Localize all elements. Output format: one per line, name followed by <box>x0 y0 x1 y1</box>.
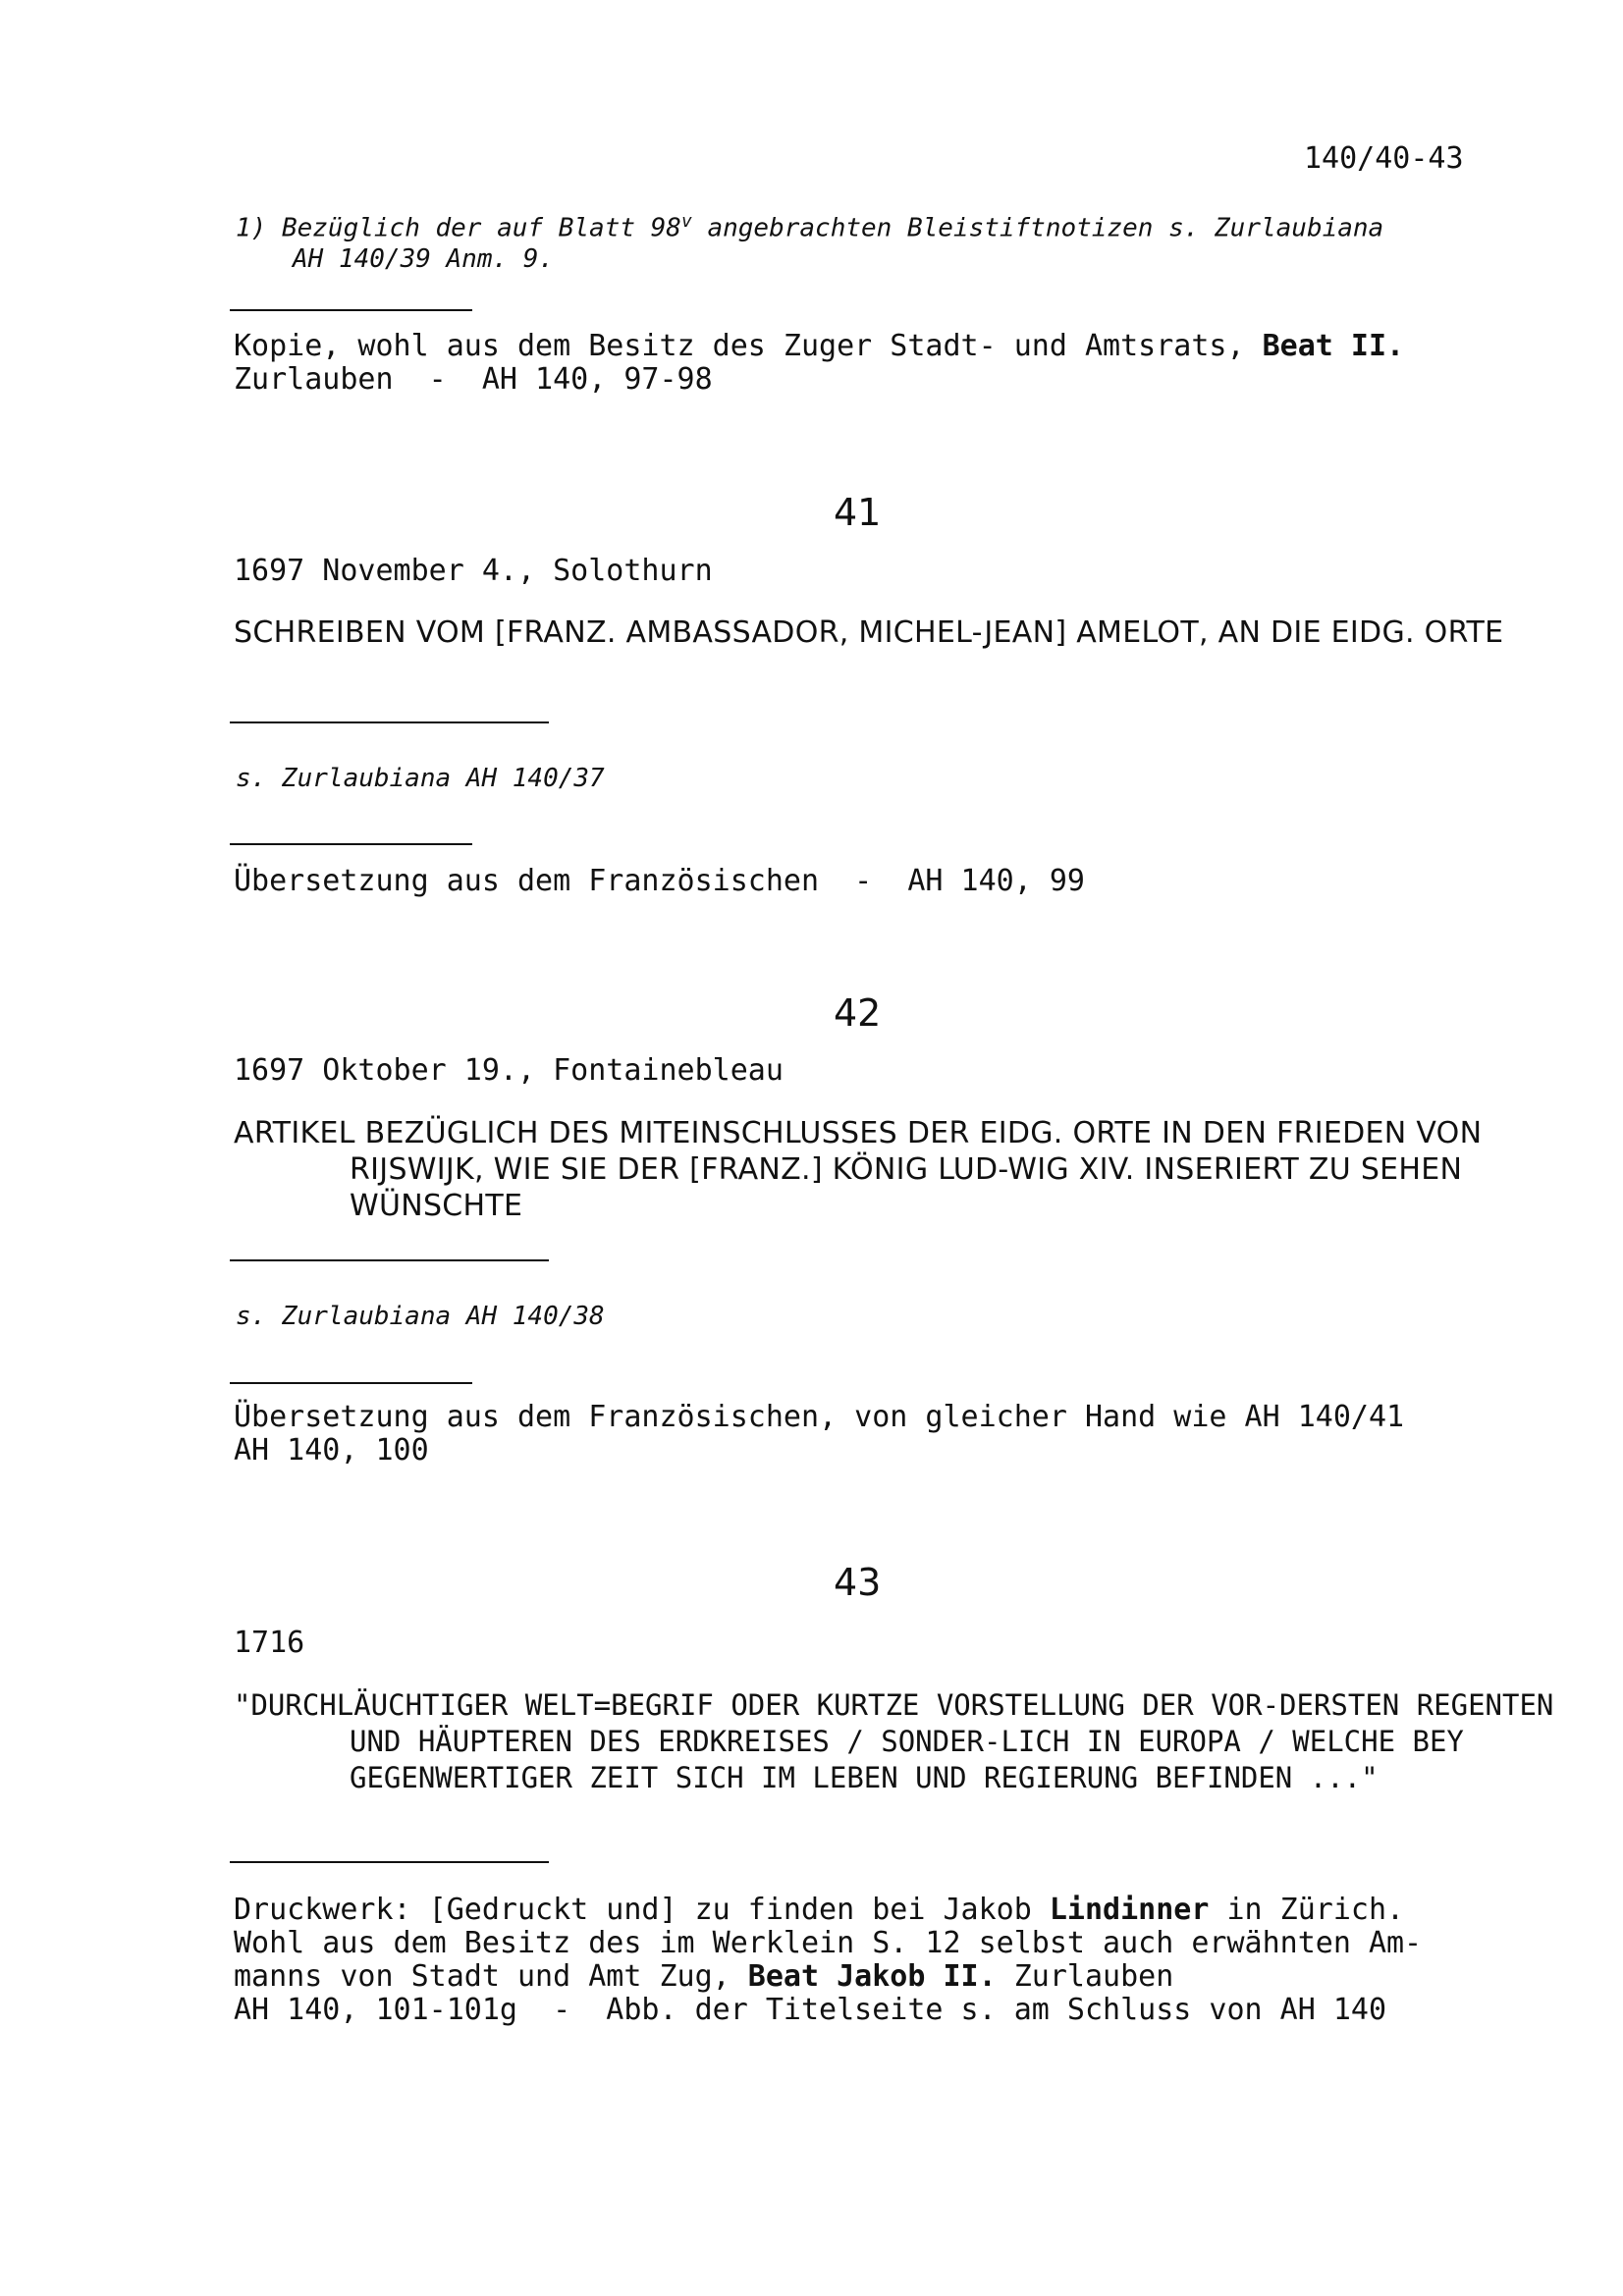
entry40-note-bold: Beat II. <box>1262 329 1405 363</box>
entry42-title: ARTIKEL BEZÜGLICH DES MITEINSCHLUSSES DER EIDG. ORTE IN DEN FRIEDEN VON RIJSWIJK, WIE SIE DER [FRANZ.] KÖNIG LUD-WIG XIV. INSERIERT ZU SEHEN WÜNSCHTE <box>234 1116 1483 1223</box>
entry43-note-line2: Wohl aus dem Besitz des im Werklein S. 12 selbst auch erwähnten Am- <box>234 1926 1423 1960</box>
entry43-date: 1716 <box>234 1626 305 1660</box>
entry43-number: 43 <box>834 1561 882 1604</box>
entry42-date: 1697 Oktober 19., Fontainebleau <box>234 1053 784 1088</box>
entry42-note-line2: AH 140, 100 <box>234 1433 429 1468</box>
entry43-note-text: manns von Stadt und Amt Zug, <box>234 1959 748 1994</box>
entry42-note-line1: Übersetzung aus dem Französischen, von gleicher Hand wie AH 140/41 <box>234 1400 1405 1434</box>
entry43-note-line1 <box>234 1894 1404 1927</box>
separator-rule <box>230 1382 472 1384</box>
separator-rule <box>230 1861 549 1863</box>
footnote-superscript: v <box>680 211 692 232</box>
footnote-text-line1b: angebrachten Bleistiftnotizen s. Zurlaubiana <box>691 213 1384 243</box>
entry43-note-bold: Lindinner <box>1049 1893 1210 1927</box>
entry40-note-line1 <box>234 330 1404 363</box>
entry43-note-line4: AH 140, 101-101g - Abb. der Titelseite s. am Schluss von AH 140 <box>234 1993 1386 2027</box>
entry41-reference: s. Zurlaubiana AH 140/37 <box>236 764 605 793</box>
footnote-text-line2: AH 140/39 Anm. 9. <box>293 244 555 274</box>
entry43-note-text: in Zürich. <box>1209 1893 1405 1927</box>
entry43-note-line3 <box>234 1960 1173 1994</box>
entry40-note-text: Kopie, wohl aus dem Besitz des Zuger Stadt- und Amtsrats, <box>234 329 1263 363</box>
entry40-note-line2: Zurlauben - AH 140, 97-98 <box>234 362 713 397</box>
entry43-note-text: Zurlauben <box>996 1959 1174 1994</box>
entry42-number: 42 <box>834 991 882 1035</box>
footnote <box>236 211 1383 243</box>
separator-rule <box>230 1259 549 1261</box>
separator-rule <box>230 721 549 723</box>
entry41-note: Übersetzung aus dem Französischen - AH 140, 99 <box>234 864 1085 898</box>
entry43-note-text: Druckwerk: [Gedruckt und] zu finden bei Jakob <box>234 1893 1050 1927</box>
entry41-date: 1697 November 4., Solothurn <box>234 554 713 588</box>
entry41-title: SCHREIBEN VOM [FRANZ. AMBASSADOR, MICHEL-JEAN] AMELOT, AN DIE EIDG. ORTE <box>234 615 1504 650</box>
footnote-marker: 1) <box>236 213 267 243</box>
entry42-reference: s. Zurlaubiana AH 140/38 <box>236 1302 605 1331</box>
footnote-text-line1a: Bezüglich der auf Blatt 98 <box>281 213 681 243</box>
separator-rule <box>230 309 472 311</box>
entry43-title: "DURCHLÄUCHTIGER WELT=BEGRIF ODER KURTZE VORSTELLUNG DER VOR-DERSTEN REGENTEN UND HÄUPTEREN DES ERDKREISES / SONDER-LICH IN EUROPA / WELCHE BEY GEGENWERTIGER ZEIT SICH IM LEBEN UND REGIERUNG BEFINDEN ..." <box>234 1688 1554 1794</box>
entry43-note-bold: Beat Jakob II. <box>747 1959 997 1994</box>
page-reference: 140/40-43 <box>1304 141 1464 176</box>
separator-rule <box>230 843 472 845</box>
entry41-number: 41 <box>834 491 882 534</box>
